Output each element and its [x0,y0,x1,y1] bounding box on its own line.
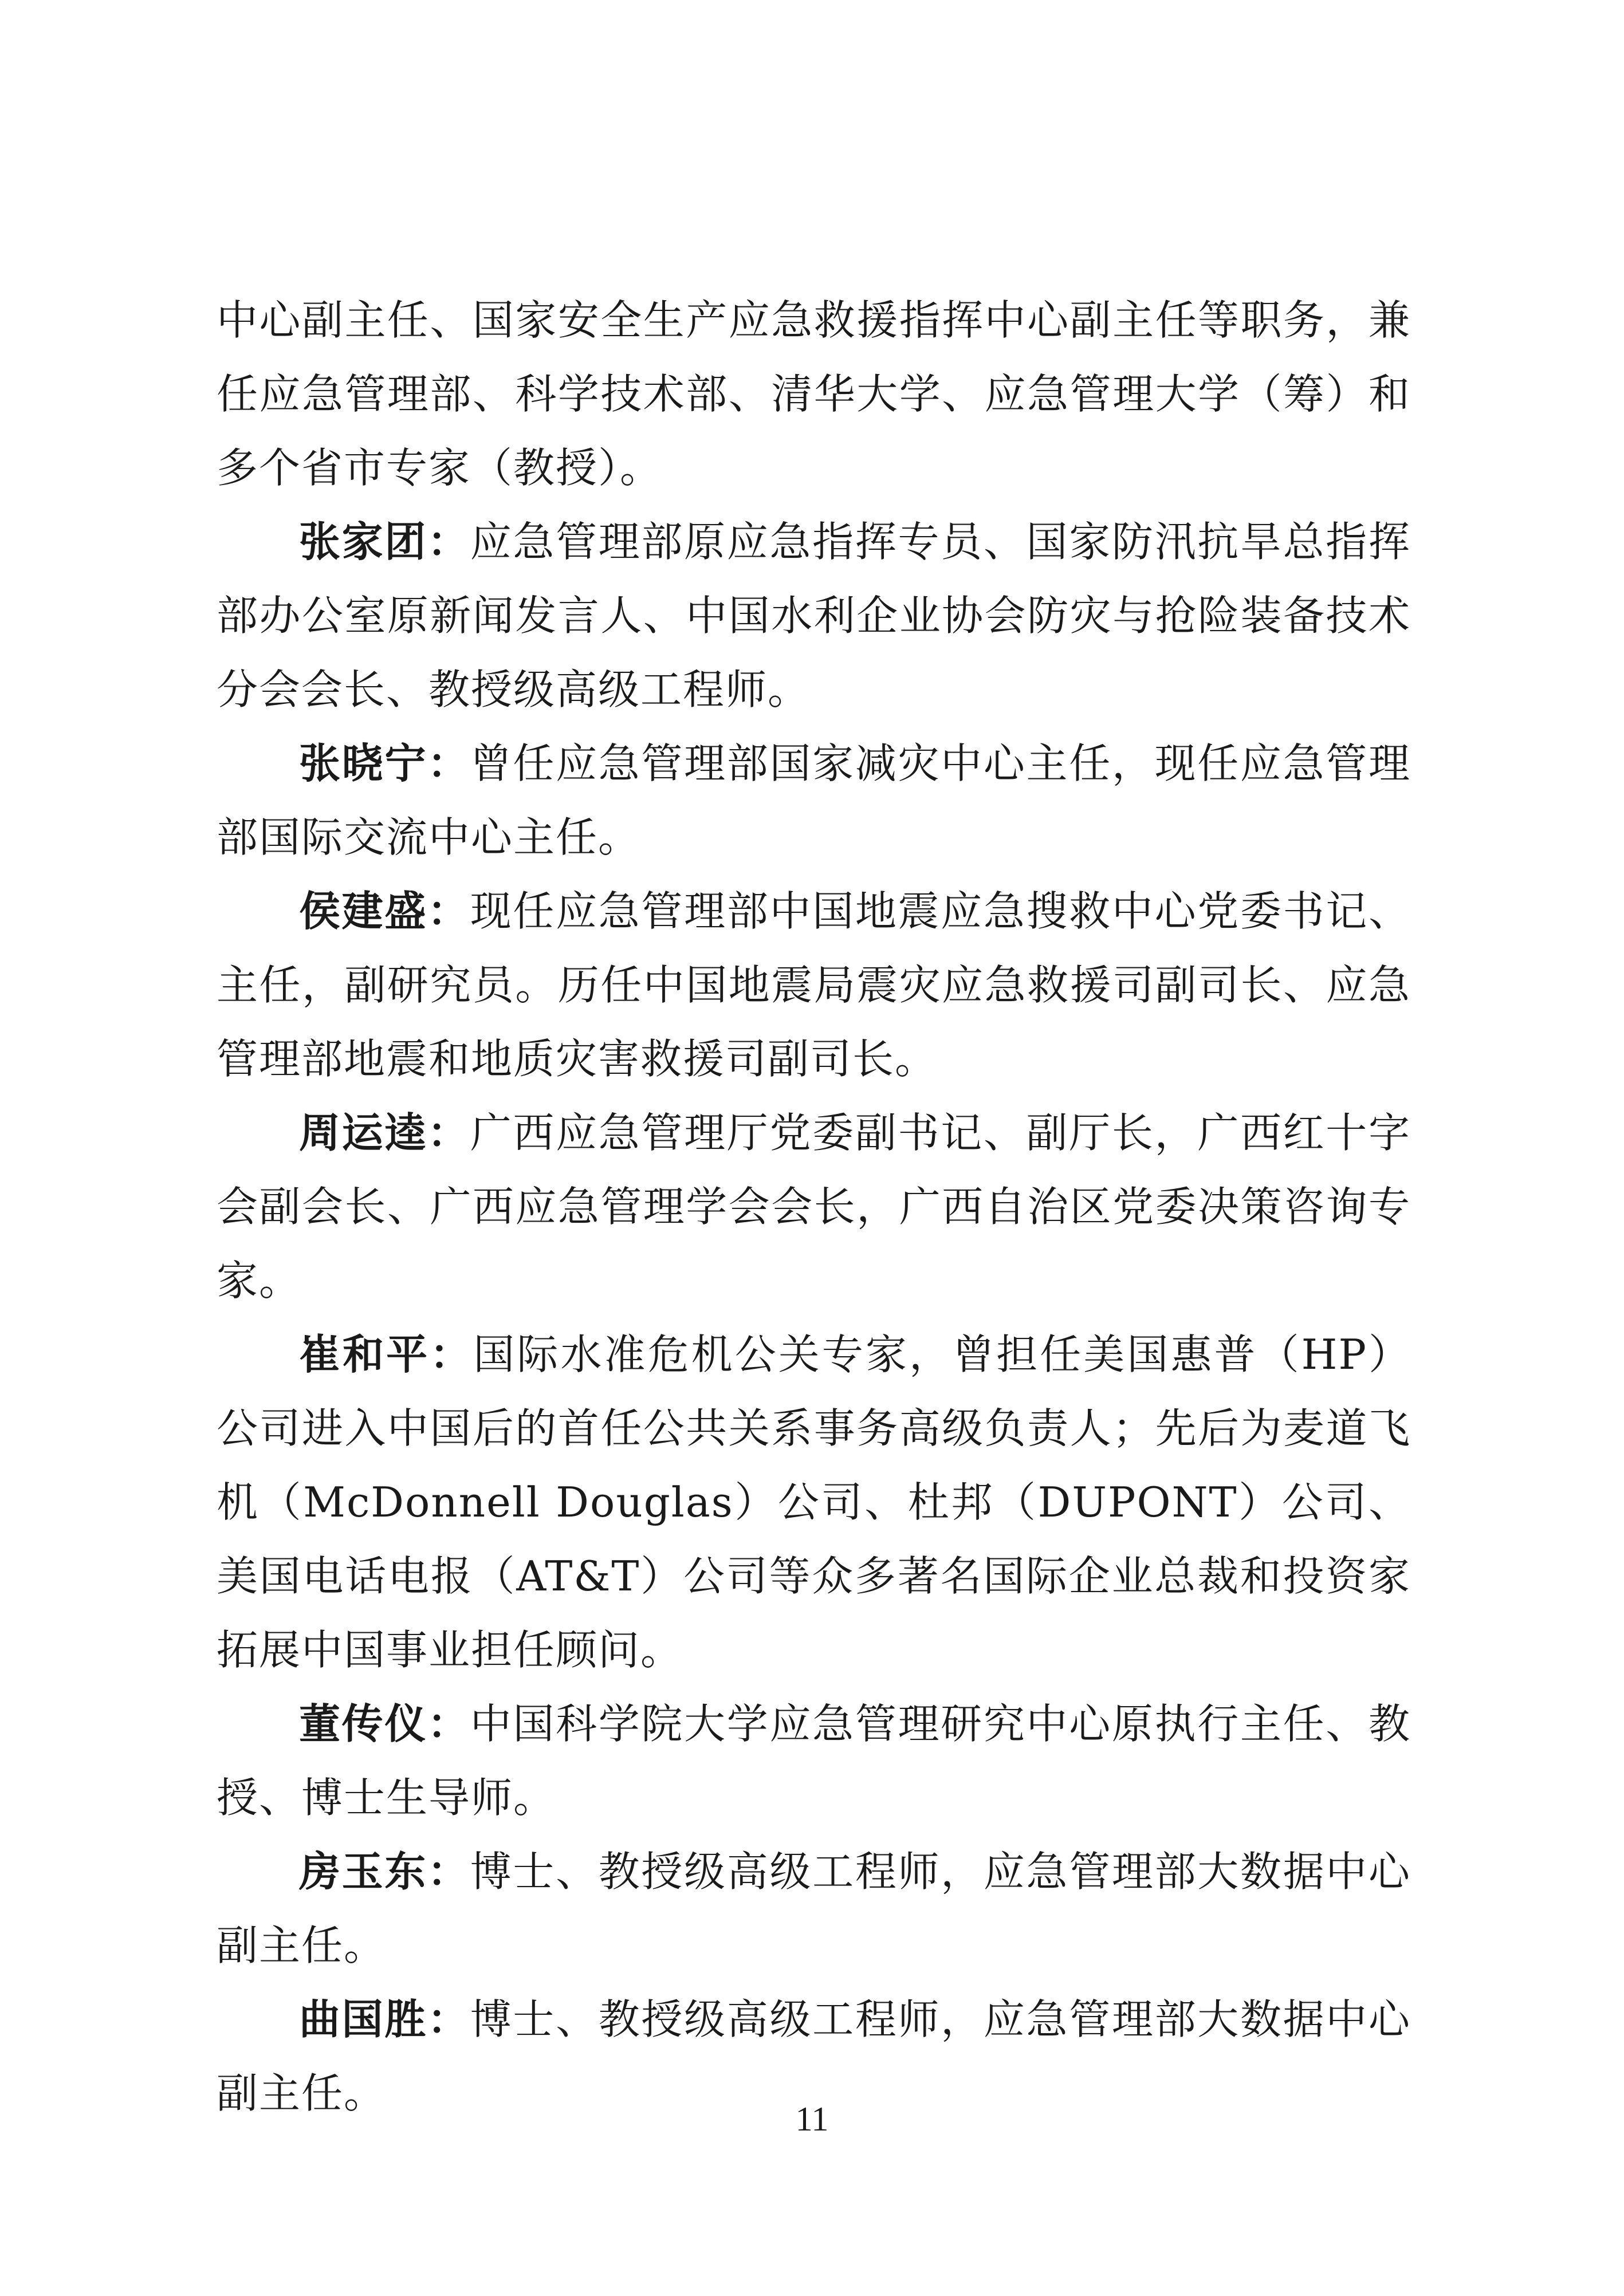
opening-paragraph: 中心副主任、国家安全生产应急救援指挥中心副主任等职务，兼任应急管理部、科学技术部、清华大学、应急管理大学（筹）和多个省市专家（教授）。 [217,296,1411,492]
expert-entry [217,875,1411,1096]
expert-name: 董传仪： [299,1700,470,1748]
expert-description: 应急管理部原应急指挥专员、国家防汛抗旱总指挥部办公室原新闻发言人、中国水利企业协会防灾与抢险装备技术分会会长、教授级高级工程师。 [217,518,1411,714]
expert-entry [217,727,1411,875]
expert-description: 博士、教授级高级工程师，应急管理部大数据中心副主任。 [217,1995,1411,2117]
expert-name: 周运逵： [299,1109,470,1157]
expert-description: 国际水准危机公关专家，曾担任美国惠普（HP）公司进入中国后的首任公共关系事务高级负责人；先后为麦道飞机（McDonnell Douglas）公司、杜邦（DUPONT）公司、美国电话电报（AT&T）公司等众多著名国际企业总裁和投资家拓展中国事业担任顾问。 [217,1330,1411,1674]
expert-entry [217,1318,1411,1687]
expert-description: 曾任应急管理部国家减灾中心主任，现任应急管理部国际交流中心主任。 [217,739,1411,861]
expert-name: 房玉东： [299,1848,470,1896]
expert-description: 中国科学院大学应急管理研究中心原执行主任、教授、博士生导师。 [217,1700,1411,1822]
expert-name: 张晓宁： [299,739,470,787]
expert-entry [217,1687,1411,1835]
expert-description: 博士、教授级高级工程师，应急管理部大数据中心副主任。 [217,1848,1411,1970]
expert-name: 侯建盛： [299,887,470,935]
expert-name: 曲国胜： [299,1995,470,2043]
expert-name: 张家团： [299,518,470,566]
page-number: 11 [795,2100,829,2138]
expert-name: 崔和平： [299,1330,474,1379]
document-body [217,283,1411,2130]
expert-entry [217,505,1411,727]
expert-entry [217,1096,1411,1318]
expert-description: 现任应急管理部中国地震应急搜救中心党委书记、主任，副研究员。历任中国地震局震灾应急救援司副司长、应急管理部地震和地质灾害救援司副司长。 [217,887,1411,1083]
expert-entry [217,1835,1411,1983]
expert-description: 广西应急管理厅党委副书记、副厅长，广西红十字会副会长、广西应急管理学会会长，广西自治区党委决策咨询专家。 [217,1109,1411,1305]
